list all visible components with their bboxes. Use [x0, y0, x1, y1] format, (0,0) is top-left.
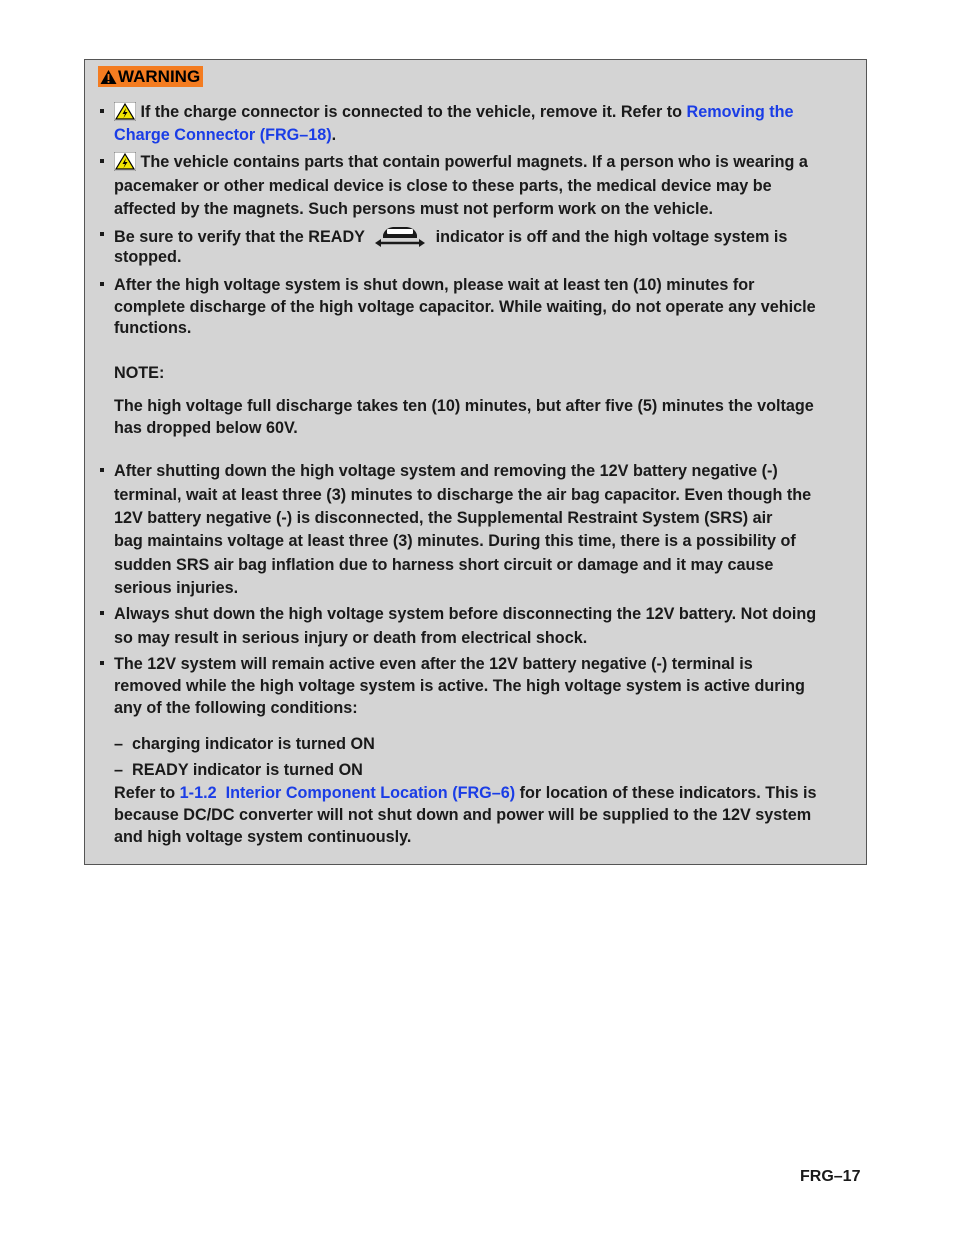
refer-text: for location of these indicators. This is: [515, 784, 817, 802]
refer-text: Refer to: [114, 784, 180, 802]
item-text: terminal, wait at least three (3) minutes to discharge the air bag capacitor. Even though the: [114, 486, 812, 504]
item-text: Be sure to verify that the READY: [114, 228, 365, 246]
hazard-warning-icon: [100, 69, 117, 85]
item-text: removed while the high voltage system is active. The high voltage system is active during: [114, 677, 805, 695]
refer-text: and high voltage system continuously.: [114, 828, 412, 846]
high-voltage-warning-icon: [114, 152, 136, 171]
item-text: After shutting down the high voltage system and removing the 12V battery negative (-): [114, 462, 778, 480]
note-text: has dropped below 60V.: [114, 419, 298, 437]
item-text: so may result in serious injury or death from electrical shock.: [114, 629, 588, 647]
interior-component-link[interactable]: Interior Component Location (FRG–6): [225, 784, 516, 802]
bullet-marker: [100, 232, 104, 236]
page-number: FRG–17: [800, 1168, 861, 1185]
item-text: sudden SRS air bag inflation due to harness short circuit or damage and it may cause: [114, 556, 774, 574]
item-text: stopped.: [114, 248, 182, 266]
bullet-marker: [100, 282, 104, 286]
item-text: serious injuries.: [114, 579, 239, 597]
warning-box: [84, 59, 867, 865]
interior-component-link-number[interactable]: 1-1.2: [179, 784, 217, 802]
bullet-marker: [100, 468, 104, 472]
item-text: bag maintains voltage at least three (3) minutes. During this time, there is a possibility of: [114, 532, 796, 550]
item-text: The 12V system will remain active even after the 12V battery negative (-) terminal is: [114, 655, 753, 673]
removing-charge-connector-link[interactable]: Removing the: [686, 103, 794, 121]
bullet-marker: [100, 661, 104, 665]
item-text: .: [331, 126, 337, 144]
warning-label: [98, 66, 203, 87]
note-label: NOTE:: [114, 364, 165, 382]
item-text: pacemaker or other medical device is close to these parts, the medical device may be: [114, 177, 772, 195]
item-text: indicator is off and the high voltage system is: [435, 228, 788, 246]
item-text: affected by the magnets. Such persons must not perform work on the vehicle.: [114, 200, 714, 218]
condition-item: – charging indicator is turned ON: [114, 735, 375, 753]
refer-text: because DC/DC converter will not shut down and power will be supplied to the 12V system: [114, 806, 812, 824]
warning-label-text: WARNING: [118, 67, 201, 86]
item-text: 12V battery negative (-) is disconnected, the Supplemental Restraint System (SRS) air: [114, 509, 773, 527]
note-text: The high voltage full discharge takes ten (10) minutes, but after five (5) minutes the voltage: [114, 397, 814, 415]
item-text: Always shut down the high voltage system before disconnecting the 12V battery. Not doing: [114, 605, 817, 623]
item-text: any of the following conditions:: [114, 699, 358, 717]
high-voltage-warning-icon: [114, 102, 136, 121]
bullet-marker: [100, 109, 104, 113]
condition-text: READY indicator is turned ON: [132, 761, 363, 779]
item-text: functions.: [114, 319, 192, 337]
condition-text: charging indicator is turned ON: [132, 735, 375, 753]
bullet-marker: [100, 159, 104, 163]
item-text: If the charge connector is connected to the vehicle, remove it. Refer to: [140, 103, 687, 121]
item-text: The vehicle contains parts that contain powerful magnets. If a person who is wearing a: [140, 153, 808, 171]
item-text: After the high voltage system is shut down, please wait at least ten (10) minutes for: [114, 276, 755, 294]
item-text: complete discharge of the high voltage capacitor. While waiting, do not operate any vehicle: [114, 298, 816, 316]
removing-charge-connector-link-cont[interactable]: Charge Connector (FRG–18): [114, 126, 332, 144]
bullet-marker: [100, 611, 104, 615]
condition-item: – READY indicator is turned ON: [114, 761, 363, 779]
ready-indicator-icon: [375, 224, 425, 248]
